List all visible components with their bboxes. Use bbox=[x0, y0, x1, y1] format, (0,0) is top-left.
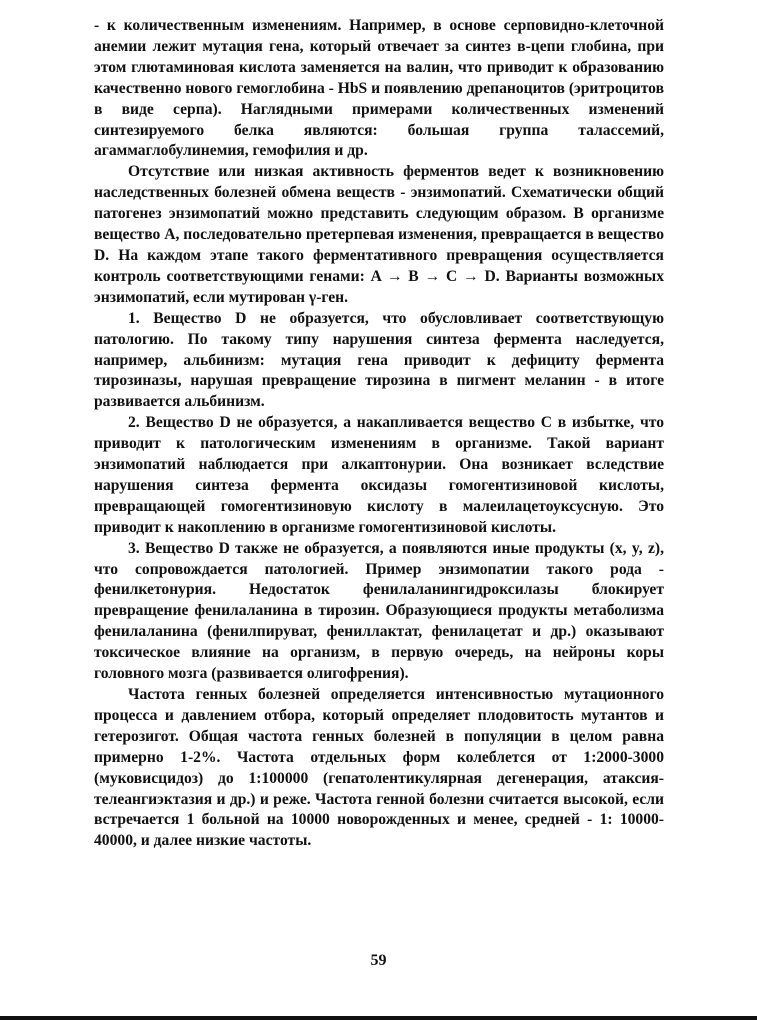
paragraph-frequency: Частота генных болезней определяется интенсивностью мутационного процесса и давлением отбора, который определяет плодовитость мутантов и гетерозигот. Общая частота генных болезней в популяции в целом равна примерно 1-2%. Частота отдельных форм колеблется от 1:2000-3000 (муковисцидоз) до 1:100000 (гепатолентикулярная дегенерация, атаксия-телеангиэктазия и др.) и реже. Частота генной болезни считается высокой, если встречается 1 больной на 10000 новорожденных и менее, средней - 1: 10000-40000, и далее низкие частоты. bbox=[94, 686, 664, 850]
page-body bbox=[94, 16, 664, 852]
paragraph-enzymopathies: Отсутствие или низкая активность ферментов ведет к возникновению наследственных болезней обмена веществ - энзимопатий. Схематически общий патогенез энзимопатий можно представить следующим образом. В организме вещество А, последовательно претерпевая изменения, превращается в вещество D. На каждом этапе такого ферментативного превращения осуществляется контроль соответствующими генами: A → B → C → D. Варианты возможных энзимопатий, если мутирован γ-ген. bbox=[94, 163, 664, 306]
paragraph-continuation: - к количественным изменениям. Например, в основе серповидно-клеточной анемии лежит мутация гена, который отвечает за синтез в-цепи глобина, при этом глютаминовая кислота заменяется на валин, что приводит к образованию качественно нового гемоглобина - HbS и появлению дрепаноцитов (эритроцитов в виде серпа). Наглядными примерами количественных изменений синтезируемого белка являются: большая группа талассемий, агаммаглобулинемия, гемофилия и др. bbox=[94, 17, 664, 160]
page-number: 59 bbox=[370, 952, 387, 969]
paragraph-variant-1: 1. Вещество D не образуется, что обусловливает соответствующую патологию. По такому типу нарушения синтеза фермента наследуется, например, альбинизм: мутация гена приводит к дефициту фермента тирозиназы, нарушая превращение тирозина в пигмент меланин - в итоге развивается альбинизм. bbox=[94, 309, 664, 411]
paragraph-variant-3: 3. Вещество D также не образуется, а появляются иные продукты (x, y, z), что сопровождается патологией. Пример энзимопатии такого рода - фенилкетонурия. Недостаток фенилаланингидроксилазы блокирует превращение фенилаланина в тирозин. Образующиеся продукты метаболизма фенилаланина (фенилпируват, фениллактат, фенилацетат и др.) оказывают токсическое влияние на организм, в первую очередь, на нейроны коры головного мозга (развивается олигофрения). bbox=[94, 539, 664, 683]
paragraph-variant-2: 2. Вещество D не образуется, а накапливается вещество C в избытке, что приводит к патологическим изменениям в организме. Такой вариант энзимопатий наблюдается при алкаптонурии. Она возникает вследствие нарушения синтеза фермента оксидазы гомогентизиновой кислоты, превращающей гомогентизиновую кислоту в малеилацетоуксусную. Это приводит к накоплению в организме гомогентизиновой кислоты. bbox=[94, 414, 664, 536]
bottom-edge-rule bbox=[0, 1016, 757, 1020]
